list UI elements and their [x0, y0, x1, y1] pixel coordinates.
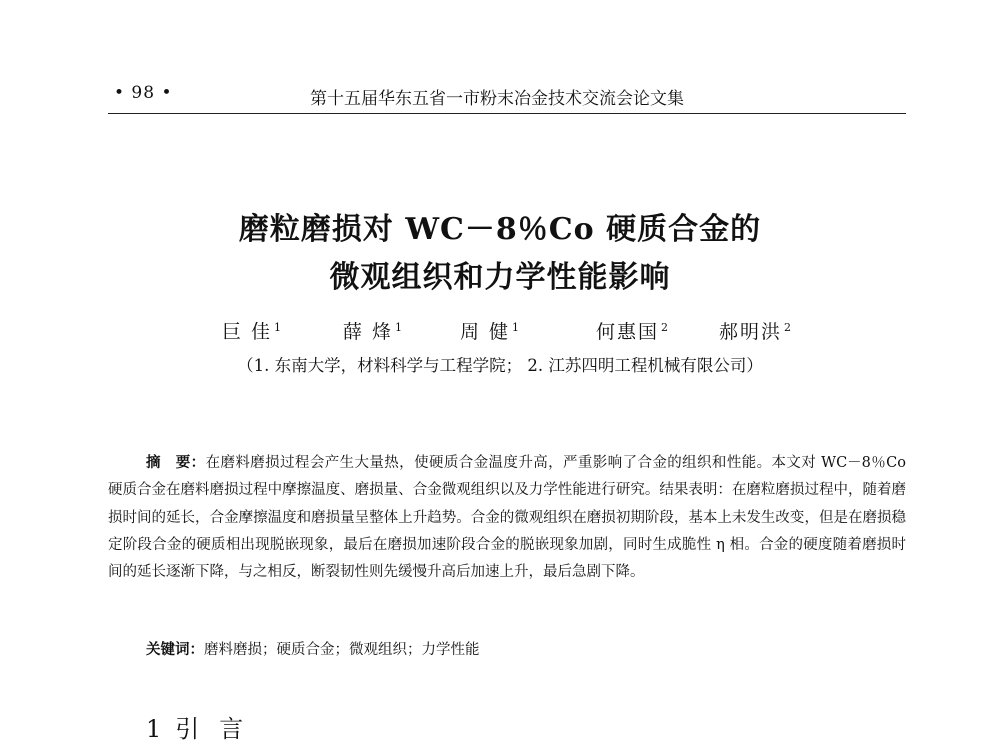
author-list	[0, 317, 1000, 345]
author-affiliation-mark: 1	[512, 320, 520, 334]
author	[719, 317, 791, 344]
author-name: 何惠国	[596, 321, 660, 343]
proceedings-title: 第十五届华东五省一市粉末冶金技术交流会论文集	[310, 89, 684, 109]
keywords-label: 关键词：	[146, 641, 204, 658]
abstract	[108, 449, 906, 586]
author	[596, 317, 668, 344]
author	[343, 317, 402, 344]
author	[222, 317, 281, 344]
author-affiliation-mark: 2	[661, 320, 669, 334]
author-name: 薛 烽	[343, 321, 394, 343]
author	[460, 317, 519, 344]
section-title-part: 言	[219, 715, 244, 743]
author-affiliation-mark: 2	[784, 320, 792, 334]
author-name: 巨 佳	[222, 321, 273, 343]
affiliations: （1. 东南大学，材料科学与工程学院； 2. 江苏四明工程机械有限公司）	[237, 356, 763, 375]
author-affiliation-mark: 1	[395, 320, 403, 334]
keywords	[146, 638, 480, 659]
paper-title-line-2: 微观组织和力学性能影响	[329, 260, 671, 295]
author-name: 周 健	[460, 321, 511, 343]
abstract-text: 在磨料磨损过程会产生大量热，使硬质合金温度升高，严重影响了合金的组织和性能。本文对 WC－8％Co 硬质合金在磨料磨损过程中摩擦温度、磨损量、合金微观组织以及力学性能进行研究。结果表明：在磨粒磨损过程中，随着磨损时间的延长，合金摩擦温度和磨损量呈整体上升趋势。合金的微观组织在磨损初期阶段，基本上未发生改变，但是在磨损稳定阶段合金的硬质相出现脱嵌现象，最后在磨损加速阶段合金的脱嵌现象加剧，同时生成脆性 η 相。合金的硬度随着磨损时间的延长逐渐下降，与之相反，断裂韧性则先缓慢升高后加速上升，最后急剧下降。	[108, 455, 907, 581]
keywords-text: 磨料磨损；硬质合金；微观组织；力学性能	[204, 642, 480, 658]
abstract-label: 摘 要：	[146, 454, 206, 471]
section-title-part: 引	[175, 715, 200, 743]
section-number: 1	[146, 715, 162, 743]
running-header	[108, 83, 906, 109]
paper-title-line-1: 磨粒磨损对 WC－8％Co 硬质合金的	[238, 212, 762, 247]
page-number: • 98 •	[114, 83, 173, 103]
section-heading	[146, 709, 243, 744]
header-rule	[108, 113, 906, 114]
author-affiliation-mark: 1	[274, 320, 282, 334]
author-name: 郝明洪	[719, 321, 783, 343]
